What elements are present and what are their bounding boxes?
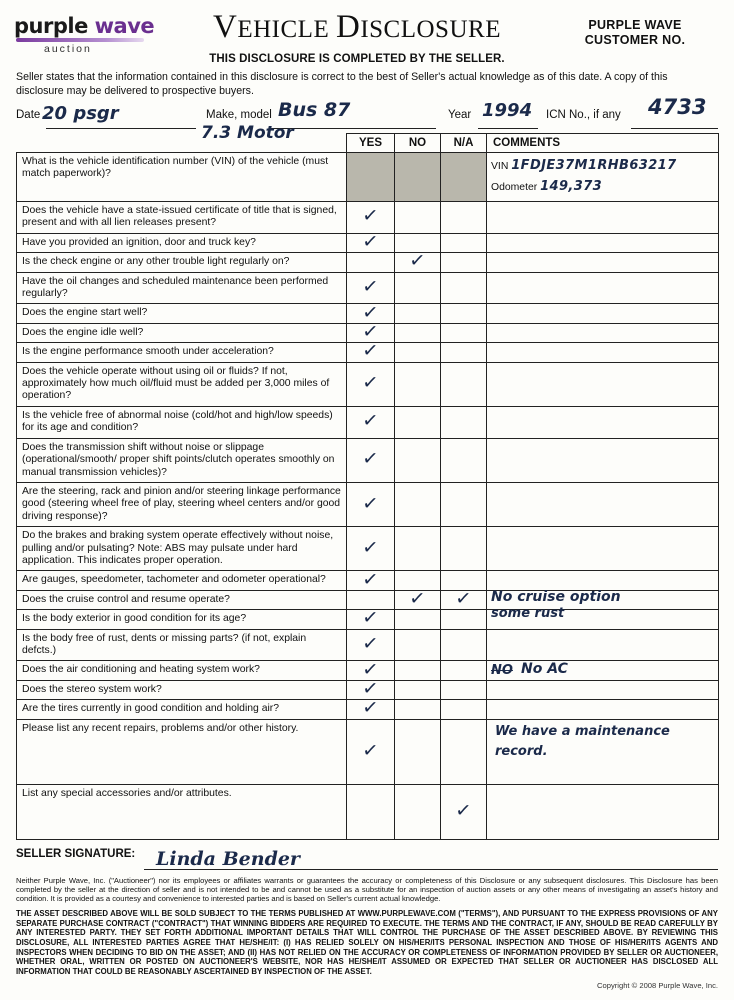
question-cell: Does the air conditioning and heating system work? xyxy=(17,661,347,680)
question-cell: Are the steering, rack and pinion and/or steering linkage performance good (steering wheel free of play, steering wheel centers and/or good driving response)? xyxy=(17,482,347,526)
yes-cell[interactable] xyxy=(347,202,395,234)
na-cell[interactable] xyxy=(441,343,487,362)
customer-no-line1: PURPLE WAVE xyxy=(588,18,682,32)
vin-line xyxy=(491,156,714,177)
comment-cell[interactable] xyxy=(487,629,719,661)
copyright-text: Copyright © 2008 Purple Wave, Inc. xyxy=(597,981,718,991)
checkmark-icon: ✓ xyxy=(360,535,379,560)
comment-cell[interactable] xyxy=(487,700,719,719)
checkmark-icon: ✓ xyxy=(360,339,379,363)
logo-swoosh-icon xyxy=(16,38,144,42)
odometer-label: Odometer xyxy=(491,182,538,193)
signature-row xyxy=(16,848,718,872)
yes-cell[interactable] xyxy=(347,719,395,784)
checkmark-icon: ✓ xyxy=(360,696,379,720)
question-cell: Have the oil changes and scheduled maintenance been performed regularly? xyxy=(17,272,347,304)
no-cell[interactable] xyxy=(395,202,441,234)
terms-text: THE ASSET DESCRIBED ABOVE WILL BE SOLD SUBJECT TO THE TERMS PUBLISHED AT WWW.PURPLEWAVE.COM ("TERMS"), AND PURSUANT TO THE EXPRESS PROVISIONS OF ANY SEPARATE PURCHASE CONTRACT ("CONTRACT") THAT WINNING BIDDERS ARE REQUIRED TO EXECUTE. THE TERMS AND THE CONTRACT, IF ANY, SHOULD BE READ CAREFULLY BY ANY INTERESTED PARTY. THEY SET FORTH ADDITIONAL IMPORTANT DETAILS THAT WILL CONTROL THE PURCHASE OF THE ASSET DESCRIBED ABOVE. BY REVIEWING THIS DISCLOSURE, ALL INTERESTED PARTIES AGREE THAT HE/SHE/IT: (I) HAS RELIED SOLELY ON HIS/HER/ITS PERSONAL INSPECTION AND THOSE OF HIS/HER/ITS AGENTS AND INSPECTORS WHEN DECIDING TO BID ON THE ASSET; AND (II) HAS NOT RELIED ON THE ACCURACY OR COMPLETENESS OF INFORMATION PROVIDED BY SELLER OR AUCTIONEER, WHETHER ORAL, WRITTEN OR POSTED ON AUCTIONEER'S WEBSITE, NOR HAS HE/SHE/IT ASSUMED OR EXPECTED THAT SELLER OR AUCTIONEER HAS DISCLOSED ALL INFORMATION THAT COULD BE REASONABLY ASCERTAINED BY INSPECTION OF THE ASSET. xyxy=(16,909,718,976)
no-cell[interactable] xyxy=(395,272,441,304)
checkmark-icon: ✓ xyxy=(360,204,379,228)
yes-cell[interactable] xyxy=(347,567,395,591)
na-cell[interactable] xyxy=(441,202,487,234)
year-label: Year xyxy=(448,109,472,121)
table-row xyxy=(17,233,719,252)
make-model-value-2: 7.3 Motor xyxy=(201,123,294,143)
comment-note: We have a maintenance record. xyxy=(495,723,670,759)
table-row xyxy=(17,202,719,234)
question-cell: Does the stereo system work? xyxy=(17,680,347,699)
na-cell[interactable] xyxy=(441,362,487,406)
table-row xyxy=(17,610,719,629)
vin-value: 1FDJE37M1RHB63217 xyxy=(511,158,677,173)
checkmark-icon: ✓ xyxy=(360,447,379,471)
odometer-line xyxy=(491,177,714,198)
question-cell: Do the brakes and braking system operate effectively without noise, pulling and/or pulsating? Note: ABS may pulsate under hard application. This indicates proper operation. xyxy=(17,527,347,571)
no-cell[interactable] xyxy=(395,610,441,629)
question-cell: Is the body free of rust, dents or missing parts? (if not, explain defcts.) xyxy=(17,629,347,661)
na-cell[interactable] xyxy=(441,610,487,629)
yes-cell[interactable] xyxy=(347,362,395,406)
no-cell[interactable] xyxy=(395,719,441,784)
checkmark-icon: ✓ xyxy=(360,371,379,395)
yes-cell[interactable] xyxy=(347,253,395,272)
no-cell[interactable] xyxy=(395,343,441,362)
table-row xyxy=(17,253,719,272)
comment-note: some rust xyxy=(491,606,565,622)
na-cell[interactable] xyxy=(441,680,487,699)
na-cell[interactable] xyxy=(441,784,487,839)
yes-cell[interactable] xyxy=(347,229,395,254)
na-cell[interactable] xyxy=(441,253,487,272)
comment-cell[interactable] xyxy=(487,233,719,252)
question-cell: Have you provided an ignition, door and truck key? xyxy=(17,233,347,252)
yes-cell[interactable] xyxy=(347,696,395,720)
comment-cell[interactable] xyxy=(487,571,719,590)
na-cell[interactable] xyxy=(441,719,487,784)
question-cell: Does the engine start well? xyxy=(17,304,347,323)
table-row xyxy=(17,482,719,526)
no-cell[interactable] xyxy=(395,304,441,323)
table-row xyxy=(17,153,719,202)
question-cell: Is the check engine or any other trouble light regularly on? xyxy=(17,253,347,272)
question-cell: Does the vehicle operate without using oil or fluids? If not, approximately how much oil/fluid must be added per 3,000 miles of operation? xyxy=(17,362,347,406)
seller-statement: Seller states that the information contained in this disclosure is correct to the best of Seller's actual knowledge as of this date. A copy of this disclosure may be delivered to prospective buyers. xyxy=(16,71,668,97)
comment-cell[interactable] xyxy=(487,606,719,629)
odometer-value: 149,373 xyxy=(540,179,603,194)
comment-cell[interactable] xyxy=(487,438,719,482)
no-cell[interactable] xyxy=(395,323,441,342)
checkmark-icon: ✓ xyxy=(453,586,472,611)
table-row xyxy=(17,719,719,784)
yes-cell[interactable] xyxy=(347,339,395,363)
no-cell[interactable] xyxy=(395,153,441,202)
yes-cell[interactable] xyxy=(347,406,395,438)
na-cell[interactable] xyxy=(441,233,487,252)
no-cell[interactable] xyxy=(395,680,441,699)
subtitle: THIS DISCLOSURE IS COMPLETED BY THE SELLER. xyxy=(209,53,505,65)
na-cell[interactable] xyxy=(441,304,487,323)
comment-cell[interactable] xyxy=(487,362,719,406)
year-value: 1994 xyxy=(482,100,533,121)
title-block xyxy=(164,10,550,65)
no-cell[interactable] xyxy=(395,586,441,611)
title-d: D xyxy=(335,9,361,45)
title-ehicle: EHICLE xyxy=(237,16,336,43)
na-cell[interactable] xyxy=(441,700,487,719)
yes-cell[interactable] xyxy=(347,527,395,571)
comment-cell[interactable] xyxy=(487,272,719,304)
disclosure-table xyxy=(16,133,719,840)
header-no: NO xyxy=(395,134,441,153)
signature-value: Linda Bender xyxy=(156,847,300,870)
title-v: V xyxy=(213,9,238,45)
comment-cell[interactable] xyxy=(487,527,719,571)
header-na: N/A xyxy=(441,134,487,153)
checkmark-icon: ✓ xyxy=(360,676,379,701)
make-model-label: Make, model xyxy=(206,109,272,121)
yes-cell[interactable] xyxy=(347,153,395,202)
checkmark-icon: ✓ xyxy=(360,409,379,433)
comment-note: No cruise option xyxy=(491,588,621,605)
comment-cell[interactable] xyxy=(487,406,719,438)
table-row xyxy=(17,784,719,839)
icn-label: ICN No., if any xyxy=(546,109,621,121)
table-row xyxy=(17,571,719,590)
checkmark-icon: ✓ xyxy=(360,274,379,299)
no-cell[interactable] xyxy=(395,249,441,273)
question-cell: Please list any recent repairs, problems and/or other history. xyxy=(17,719,347,784)
question-cell: What is the vehicle identification number (VIN) of the vehicle (must match paperwork)? xyxy=(17,153,347,202)
customer-no-block xyxy=(550,10,720,48)
no-cell[interactable] xyxy=(395,661,441,680)
comment-cell[interactable] xyxy=(487,719,719,784)
no-cell[interactable] xyxy=(395,482,441,526)
question-cell: Does the cruise control and resume operate? xyxy=(17,590,347,609)
na-cell[interactable] xyxy=(441,323,487,342)
table-row xyxy=(17,629,719,661)
comment-cell[interactable] xyxy=(487,680,719,699)
no-cell[interactable] xyxy=(395,629,441,661)
comment-cell[interactable] xyxy=(487,253,719,272)
document-header xyxy=(0,0,734,65)
yes-cell[interactable] xyxy=(347,482,395,526)
checkmark-icon: ✓ xyxy=(360,606,379,630)
checkmark-icon: ✓ xyxy=(360,657,379,681)
customer-no-line2: CUSTOMER NO. xyxy=(584,33,686,47)
table-row xyxy=(17,343,719,362)
make-model-value: Bus 87 xyxy=(278,99,351,121)
na-cell[interactable] xyxy=(441,661,487,680)
checkmark-icon: ✓ xyxy=(360,300,379,324)
question-cell: Is the body exterior in good condition for its age? xyxy=(17,610,347,629)
title-isclosure: ISCLOSURE xyxy=(360,16,501,43)
question-cell: Does the transmission shift without noise or slippage (operational/smooth/ proper shift points/clutch operates smoothly on manual transmission vehicles)? xyxy=(17,438,347,482)
purple-wave-logo xyxy=(14,10,164,55)
yes-cell[interactable] xyxy=(347,629,395,661)
question-cell: List any special accessories and/or attributes. xyxy=(17,784,347,839)
table-row xyxy=(17,406,719,438)
checkmark-icon: ✓ xyxy=(360,631,379,656)
no-cell[interactable] xyxy=(395,406,441,438)
checkmark-icon: ✓ xyxy=(407,586,426,611)
date-value: 20 psgr xyxy=(42,103,119,124)
vin-label: VIN xyxy=(491,161,509,172)
header-comments: COMMENTS xyxy=(487,134,719,153)
checkmark-icon: ✓ xyxy=(407,249,426,273)
na-cell[interactable] xyxy=(441,527,487,571)
question-cell: Is the engine performance smooth under acceleration? xyxy=(17,343,347,362)
checkmark-icon: ✓ xyxy=(360,567,379,591)
no-cell[interactable] xyxy=(395,438,441,482)
comment-cell[interactable] xyxy=(487,482,719,526)
table-row xyxy=(17,272,719,304)
no-cell[interactable] xyxy=(395,527,441,571)
question-cell: Is the vehicle free of abnormal noise (cold/hot and high/low speeds) for its age and condition? xyxy=(17,406,347,438)
table-row xyxy=(17,438,719,482)
question-cell: Are gauges, speedometer, tachometer and odometer operational? xyxy=(17,571,347,590)
checkmark-icon: ✓ xyxy=(360,229,379,254)
no-cell[interactable] xyxy=(395,362,441,406)
logo-word-wave: wave xyxy=(94,14,155,38)
yes-cell[interactable] xyxy=(347,784,395,839)
na-cell[interactable] xyxy=(441,586,487,611)
comment-cell[interactable] xyxy=(487,323,719,342)
icn-value: 4733 xyxy=(648,95,707,119)
na-cell[interactable] xyxy=(441,272,487,304)
comment-cell[interactable] xyxy=(487,153,719,202)
comment-cell[interactable] xyxy=(487,661,719,680)
na-cell[interactable] xyxy=(441,629,487,661)
no-cell[interactable] xyxy=(395,700,441,719)
comment-cell[interactable] xyxy=(487,784,719,839)
yes-cell[interactable] xyxy=(347,438,395,482)
checkmark-icon: ✓ xyxy=(360,491,379,515)
comment-cell[interactable] xyxy=(487,304,719,323)
signature-label: SELLER SIGNATURE: xyxy=(16,847,136,860)
na-cell[interactable] xyxy=(441,482,487,526)
comment-note: No AC xyxy=(521,661,568,678)
checkmark-icon: ✓ xyxy=(453,798,472,822)
logo-tagline: auction xyxy=(44,43,92,55)
na-cell[interactable] xyxy=(441,153,487,202)
comment-cell[interactable] xyxy=(487,343,719,362)
checkmark-icon: ✓ xyxy=(360,738,379,762)
na-cell[interactable] xyxy=(441,406,487,438)
table-row xyxy=(17,700,719,719)
yes-cell[interactable] xyxy=(347,606,395,630)
page-title xyxy=(164,10,550,47)
header-yes: YES xyxy=(347,134,395,153)
table-row xyxy=(17,527,719,571)
date-label: Date xyxy=(16,109,41,121)
disclaimer-text: Neither Purple Wave, Inc. ("Auctioneer") nor its employees or affiliates warrants or guarantees the accuracy or completeness of this Disclosure or any subsequent disclosures. This Disclosure has been completed by the seller at the direction of seller and is not intended to be and cannot be used as a substitute for an inspection of auction assets or any other means of investigating an asset's history and condition. It is provided as a courtesy and convenience to interested parties and is based on Seller's current actual knowledge. xyxy=(16,875,718,903)
checkmark-icon: ✓ xyxy=(360,319,379,344)
logo-word-purple: purple xyxy=(14,14,88,38)
table-header-row xyxy=(17,134,719,153)
struck-comment: NO xyxy=(491,663,513,679)
question-cell: Are the tires currently in good condition and holding air? xyxy=(17,700,347,719)
table-row xyxy=(17,362,719,406)
yes-cell[interactable] xyxy=(347,272,395,304)
question-cell: Does the vehicle have a state-issued certificate of title that is signed, present and with all lien releases present? xyxy=(17,202,347,234)
comment-cell[interactable] xyxy=(487,202,719,234)
question-cell: Does the engine idle well? xyxy=(17,323,347,342)
na-cell[interactable] xyxy=(441,438,487,482)
no-cell[interactable] xyxy=(395,784,441,839)
